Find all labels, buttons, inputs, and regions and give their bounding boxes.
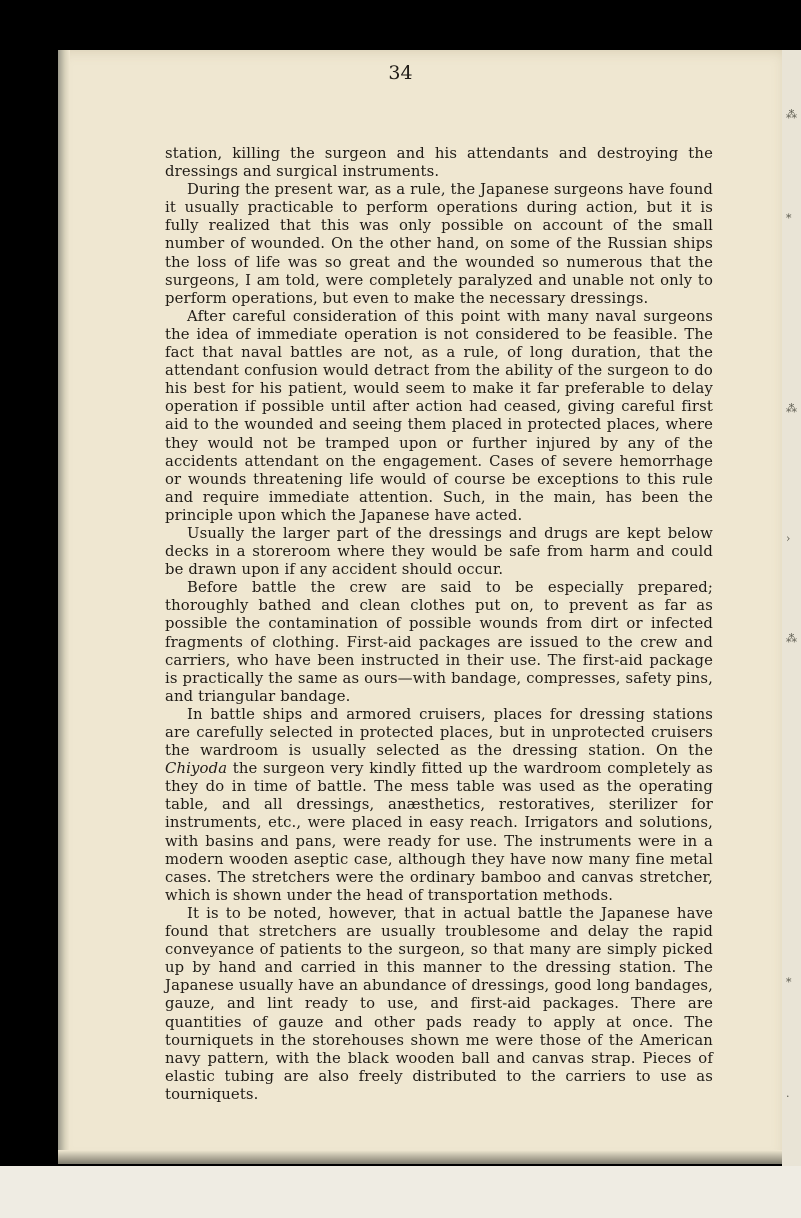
margin-mark-icon: ⁂ [786,632,797,645]
margin-mark-icon: ⁎ [786,972,792,985]
body-text [165,145,713,1104]
paragraph: station, killing the surgeon and his attendants and destroying the dressings and surgical instruments. [165,145,713,181]
paragraph-text: In battle ships and armored cruisers, places for dressing stations are carefully selected in protected places, but in unprotected cruisers the wardroom is usually selected as the dressing station. On the [165,705,713,760]
page-number: 34 [388,62,413,84]
margin-mark-icon: ⁂ [786,402,797,415]
ship-name: Chiyoda [165,760,228,778]
paragraph: Before battle the crew are said to be especially prepared; thoroughly bathed and clean clothes put on, to prevent as far as possible the contamination of possible wounds from dirt or infected fragments of clothing. First-aid packages are issued to the crew and carriers, who have been instructed in their use. The first-aid package is practically the same as ours—with bandage, compresses, safety pins, and triangular bandage. [165,579,713,705]
paragraph-text: the surgeon very kindly fitted up the wardroom completely as they do in time of battle. The mess table was used as the operating table, and all dressings, anæsthetics, restoratives, sterilizer for instruments, etc., were placed in easy reach. Irrigators and solutions, with basins and pans, were ready for use. The instruments were in a modern wooden aseptic case, although they have now many fine metal cases. The stretchers were the ordinary bamboo and canvas stretcher, which is shown under the head of transportation methods. [165,760,713,904]
margin-mark-icon: ⁂ [786,108,797,121]
margin-mark-icon: › [786,532,791,545]
paragraph: Usually the larger part of the dressings and drugs are kept below decks in a storeroom where they would be safe from harm and could be drawn upon if any accident should occur. [165,524,713,579]
paragraph: It is to be noted, however, that in actual battle the Japanese have found that stretchers are usually troublesome and delay the rapid conveyance of patients to the surgeon, so that many are simply picked up by hand and carried in this manner to the dressing station. The Japanese usually have an abundance of dressings, good long bandages, gauze, and lint ready to use, and first-aid packages. There are quantities of gauze and other pads ready to apply at once. The tourniquets in the storehouses shown me were those of the American navy pattern, with the black wooden ball and canvas strap. Pieces of elastic tubing are also freely distributed to the carriers to use as tourniquets. [165,904,713,1103]
paragraph: After careful consideration of this point with many naval surgeons the idea of immediate operation is not considered to be feasible. The fact that naval battles are not, as a rule, of long duration, that the attendant confusion would detract from the ability of the surgeon to do his best for his patient, would seem to make it far preferable to delay operation if possible until after action had ceased, giving careful first aid to the wounded and seeing them placed in protected places, where they would not be tramped upon or further injured by any of the accidents attendant on the engagement. Cases of severe hemorrhage or wounds threatening life would of course be exceptions to this rule and require immediate attention. Such, in the main, has been the principle upon which the Japanese have acted. [165,307,713,524]
page-gutter [58,50,70,1162]
margin-mark-icon: ⁎ [786,208,792,221]
margin-mark-icon: · [786,1090,790,1103]
paragraph [165,706,713,905]
paragraph: During the present war, as a rule, the Japanese surgeons have found it usually practicable to perform operations during action, but it is fully realized that this was only possible on account of the small number of wounded. On the other hand, on some of the Russian ships the loss of life was so great and the wounded so numerous that the surgeons, I am told, were completely paralyzed and unable not only to perform operations, but even to make the necessary dressings. [165,181,713,307]
adjacent-page-edge [782,50,801,1170]
page-bottom-edge [58,1150,786,1164]
scanner-bed [0,1166,801,1218]
